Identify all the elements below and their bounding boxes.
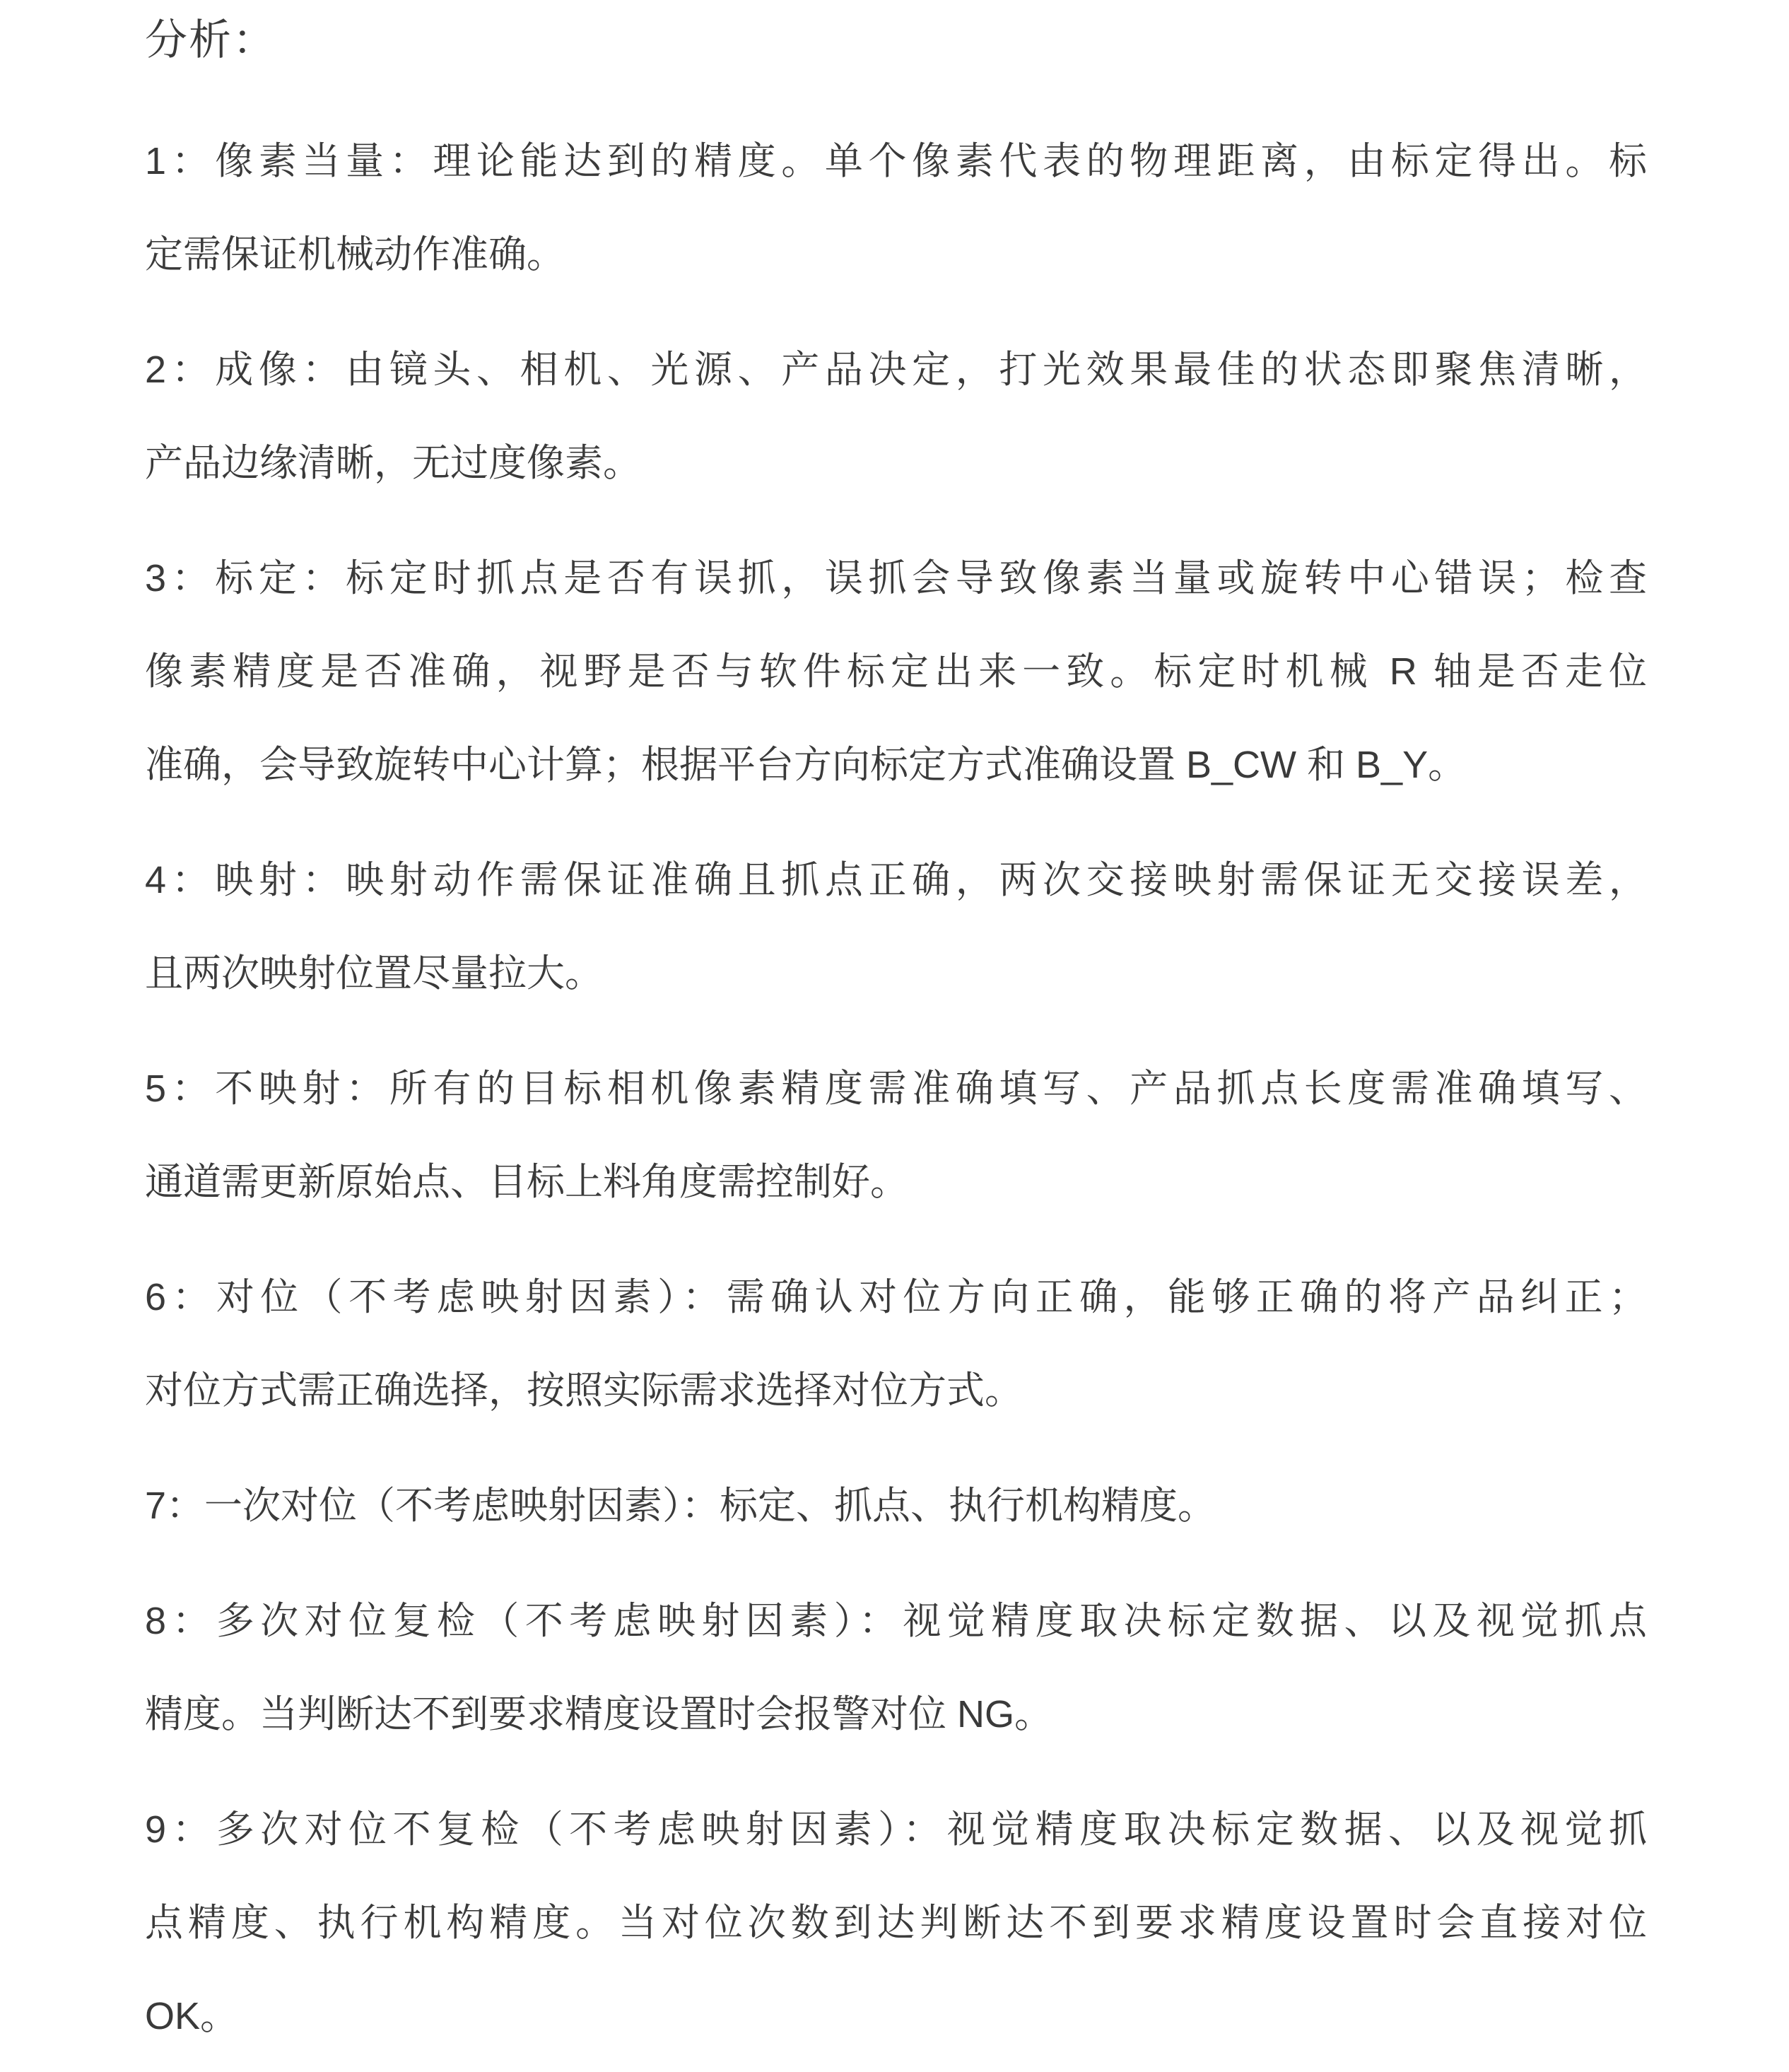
paragraph	[145, 532, 1647, 812]
text-line: 5：不映射：所有的目标相机像素精度需准确填写、产品抓点长度需准确填写、	[145, 1067, 1647, 1110]
page-title: 分析：	[145, 16, 276, 64]
text-line: 产品边缘清晰，无过度像素。	[145, 442, 641, 484]
paragraph	[145, 1783, 1647, 2063]
text-line: 8：多次对位复检（不考虑映射因素）：视觉精度取决标定数据、以及视觉抓点	[145, 1600, 1647, 1642]
text-line: 7：一次对位（不考虑映射因素）：标定、抓点、执行机构精度。	[145, 1485, 1216, 1527]
text-line: 像素精度是否准确，视野是否与软件标定出来一致。标定时机械 R 轴是否走位	[145, 650, 1647, 693]
text-line: 4：映射：映射动作需保证准确且抓点正确，两次交接映射需保证无交接误差，	[145, 859, 1647, 901]
text-line: 3：标定：标定时抓点是否有误抓，误抓会导致像素当量或旋转中心错误；检查	[145, 557, 1647, 599]
text-line: 2：成像：由镜头、相机、光源、产品决定，打光效果最佳的状态即聚焦清晰，	[145, 349, 1647, 391]
text-line: 通道需更新原始点、目标上料角度需控制好。	[145, 1161, 908, 1203]
text-line: 准确，会导致旋转中心计算；根据平台方向标定方式准确设置 B_CW 和 B_Y。	[145, 744, 1467, 786]
paragraph	[145, 1459, 1647, 1552]
paragraph	[145, 833, 1647, 1020]
text-line: 6：对位（不考虑映射因素）：需确认对位方向正确，能够正确的将产品纠正；	[145, 1276, 1647, 1318]
paragraph	[145, 1574, 1647, 1761]
text-line: 且两次映射位置尽量拉大。	[145, 952, 603, 995]
text-line: 点精度、执行机构精度。当对位次数到达判断达不到要求精度设置时会直接对位	[145, 1902, 1647, 1944]
paragraph	[145, 323, 1647, 510]
text-line: 精度。当判断达不到要求精度设置时会报警对位 NG。	[145, 1693, 1053, 1736]
paragraph	[145, 1042, 1647, 1229]
text-line: 对位方式需正确选择，按照实际需求选择对位方式。	[145, 1369, 1023, 1412]
text-line: 定需保证机械动作准确。	[145, 233, 565, 276]
paragraph	[145, 1251, 1647, 1437]
text-line: 1：像素当量：理论能达到的精度。单个像素代表的物理距离，由标定得出。标	[145, 140, 1647, 182]
text-line: OK。	[145, 1995, 239, 2037]
text-line: 9：多次对位不复检（不考虑映射因素）：视觉精度取决标定数据、以及视觉抓	[145, 1808, 1647, 1851]
paragraph	[145, 115, 1647, 301]
document-body	[145, 115, 1647, 2063]
